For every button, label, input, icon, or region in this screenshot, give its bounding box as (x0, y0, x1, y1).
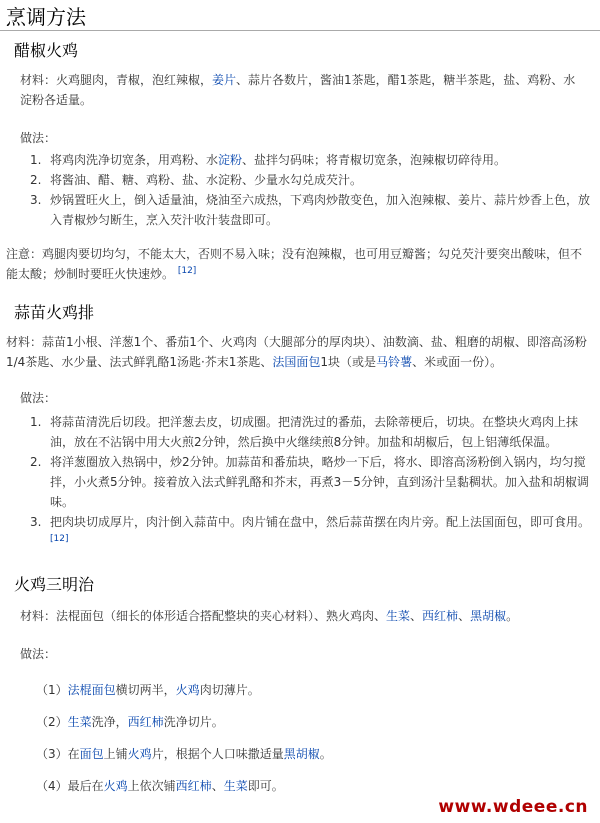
text-segment: 将鸡肉洗净切宽条，用鸡粉、水 (50, 153, 219, 167)
step-text (50, 173, 362, 187)
inline-link[interactable]: 西红柿 (127, 715, 164, 729)
text-segment: 上依次铺 (127, 779, 176, 793)
text-segment: 、 (458, 609, 471, 623)
step-text (50, 415, 578, 449)
text-segment: 、盐拌匀码味；将青椒切宽条，泡辣椒切碎待用。 (242, 153, 507, 167)
text-segment: 材料：火鸡腿肉，青椒，泡红辣椒， (20, 73, 213, 87)
text-segment: 即可。 (247, 779, 284, 793)
recipe-3-step-3 (36, 744, 586, 764)
text-segment: 材料：法棍面包（细长的体形适合搭配整块的夹心材料）、熟火鸡肉、 (20, 609, 387, 623)
list-item: 1. 将蒜苗清洗后切段。把洋葱去皮，切成圈。把清洗过的番茄，去除蒂梗后，切块。在整块火鸡肉上抹油，放在不沾锅中用大火煎2分钟，然后换中火继续煎8分钟。加盐和胡椒后，包上铝薄纸保温。 (30, 415, 579, 449)
text-segment: 片，根据个人口味撒适量 (151, 747, 284, 761)
recipe-3-materials (20, 606, 586, 626)
recipe-1-note (6, 244, 590, 284)
step-text (50, 455, 589, 509)
text-segment: 1块（或是 (320, 355, 377, 369)
inline-link[interactable]: 火鸡 (127, 747, 152, 761)
text-segment: 把肉块切成厚片，肉汁倒入蒜苗中。肉片铺在盘中，然后蒜苗摆在肉片旁。配上法国面包，即可食用。 (50, 515, 591, 529)
text-segment: （2） (36, 715, 68, 729)
text-segment: 将蒜苗清洗后切段。把洋葱去皮，切成圈。把清洗过的番茄，去除蒂梗后，切块。在整块火鸡肉上抹油，放在不沾锅中用大火煎2分钟，然后换中火继续煎8分钟。加盐和胡椒后，包上铝薄纸保温。 (50, 415, 579, 449)
inline-link[interactable]: 法棍面包 (67, 683, 116, 697)
text-segment: 将洋葱圈放入热锅中，炒2分钟。加蒜苗和番茄块，略炒一下后，将水、即溶高汤粉倒入锅内，均匀搅拌，小火煮5分钟。接着放入法式鲜乳酪和芥末，再煮3－5分钟，直到汤汁呈黏稠状。加入盐和胡椒调味。 (50, 455, 589, 509)
list-item: 2. 将酱油、醋、糖、鸡粉、盐、水淀粉、少量水勾兑成芡汁。 (30, 173, 363, 187)
text-segment: 炒锅置旺火上，倒入适量油，烧油至六成热，下鸡肉炒散变色，加入泡辣椒、姜片、蒜片炒香上色，放入青椒炒匀断生，烹入芡汁收汁装盘即可。 (50, 193, 591, 227)
step-text (50, 515, 590, 529)
text-segment: 材料：蒜苗1小根、洋葱1个、番茄1个、火鸡肉（大腿部分的厚肉块）、油数滴、盐、粗磨的胡椒、即溶高汤粉1/4茶匙、水少量、法式鲜乳酪1汤匙·芥末1茶匙、 (6, 335, 587, 369)
inline-link[interactable]: 西红柿 (422, 609, 459, 623)
text-segment: 洗净切片。 (163, 715, 224, 729)
inline-link[interactable]: 生菜 (67, 715, 92, 729)
recipe-1-materials (20, 70, 586, 110)
recipe-heading-2: 蒜苗火鸡排 (14, 303, 95, 322)
recipe-heading-1: 醋椒火鸡 (14, 41, 79, 60)
list-item: 2. 将洋葱圈放入热锅中，炒2分钟。加蒜苗和番茄块，略炒一下后，将水、即溶高汤粉倒入锅内，均匀搅拌，小火煮5分钟。接着放入法式鲜乳酪和芥末，再煮3－5分钟，直到汤汁呈黏稠状。加入盐和胡椒调味。 (30, 455, 589, 509)
recipe-2-steps (30, 412, 590, 552)
inline-link[interactable]: 淀粉 (218, 153, 243, 167)
text-segment: （3）在 (36, 747, 80, 761)
inline-link[interactable]: 西红柿 (175, 779, 212, 793)
text-segment: 上铺 (103, 747, 128, 761)
text-segment: 。 (319, 747, 332, 761)
list-item: 3. 炒锅置旺火上，倒入适量油，烧油至六成热，下鸡肉炒散变色，加入泡辣椒、姜片、蒜片炒香上色，放入青椒炒匀断生，烹入芡汁收汁装盘即可。 (30, 193, 591, 227)
recipe-2-materials (6, 332, 590, 372)
text-segment: 、 (410, 609, 423, 623)
recipe-heading-3: 火鸡三明治 (14, 575, 95, 594)
inline-link[interactable]: 火鸡 (103, 779, 128, 793)
recipe-3-step-1 (36, 680, 586, 700)
step-text (50, 153, 506, 167)
inline-link[interactable]: 马铃薯 (376, 355, 413, 369)
section-title: 烹调方法 (6, 5, 86, 29)
inline-link[interactable]: 法国面包 (272, 355, 321, 369)
text-segment: 将酱油、醋、糖、鸡粉、盐、水淀粉、少量水勾兑成芡汁。 (50, 173, 363, 187)
citation-link[interactable]: [12] (50, 534, 69, 544)
list-item: 1. 将鸡肉洗净切宽条，用鸡粉、水淀粉、盐拌匀码味；将青椒切宽条，泡辣椒切碎待用。 (30, 153, 507, 167)
recipe-1-steps (30, 150, 590, 230)
inline-link[interactable]: 黑胡椒 (283, 747, 320, 761)
inline-link[interactable]: 黑胡椒 (470, 609, 507, 623)
inline-link[interactable]: 火鸡 (175, 683, 200, 697)
text-segment: 、 (211, 779, 224, 793)
text-segment: 、米或面一份）。 (412, 355, 503, 369)
recipe-1-method-label: 做法： (20, 131, 57, 145)
citation-link[interactable]: [12] (177, 266, 197, 276)
title-divider (0, 30, 600, 31)
recipe-2-method-label: 做法： (20, 391, 57, 405)
list-item: 3. 把肉块切成厚片，肉汁倒入蒜苗中。肉片铺在盘中，然后蒜苗摆在肉片旁。配上法国面包，即可食用。 [12] (30, 515, 591, 544)
text-segment: （4）最后在 (36, 779, 104, 793)
recipe-3-step-2 (36, 712, 586, 732)
recipe-3-method-label: 做法： (20, 647, 57, 661)
inline-link[interactable]: 生菜 (223, 779, 248, 793)
note-text: 注意：鸡腿肉要切均匀，不能太大，否则不易入味；没有泡辣椒，也可用豆瓣酱；勾兑芡汁要突出酸味，但不能太酸；炒制时要旺火快速炒。 (6, 247, 583, 281)
text-segment: 横切两半， (115, 683, 176, 697)
text-segment: 洗净， (91, 715, 128, 729)
text-segment: 肉切薄片。 (199, 683, 260, 697)
inline-link[interactable]: 姜片 (212, 73, 237, 87)
text-segment: 、蒜片各数片，酱油1茶匙，醋1茶匙，糖半茶匙，盐、鸡粉、水淀粉各适量。 (20, 73, 576, 107)
step-text (50, 193, 590, 227)
inline-link[interactable]: 生菜 (386, 609, 411, 623)
recipe-3-step-4 (36, 776, 586, 796)
text-segment: 。 (506, 609, 519, 623)
site-watermark: www.wdeee.cn (438, 797, 588, 817)
text-segment: （1） (36, 683, 68, 697)
inline-link[interactable]: 面包 (79, 747, 104, 761)
